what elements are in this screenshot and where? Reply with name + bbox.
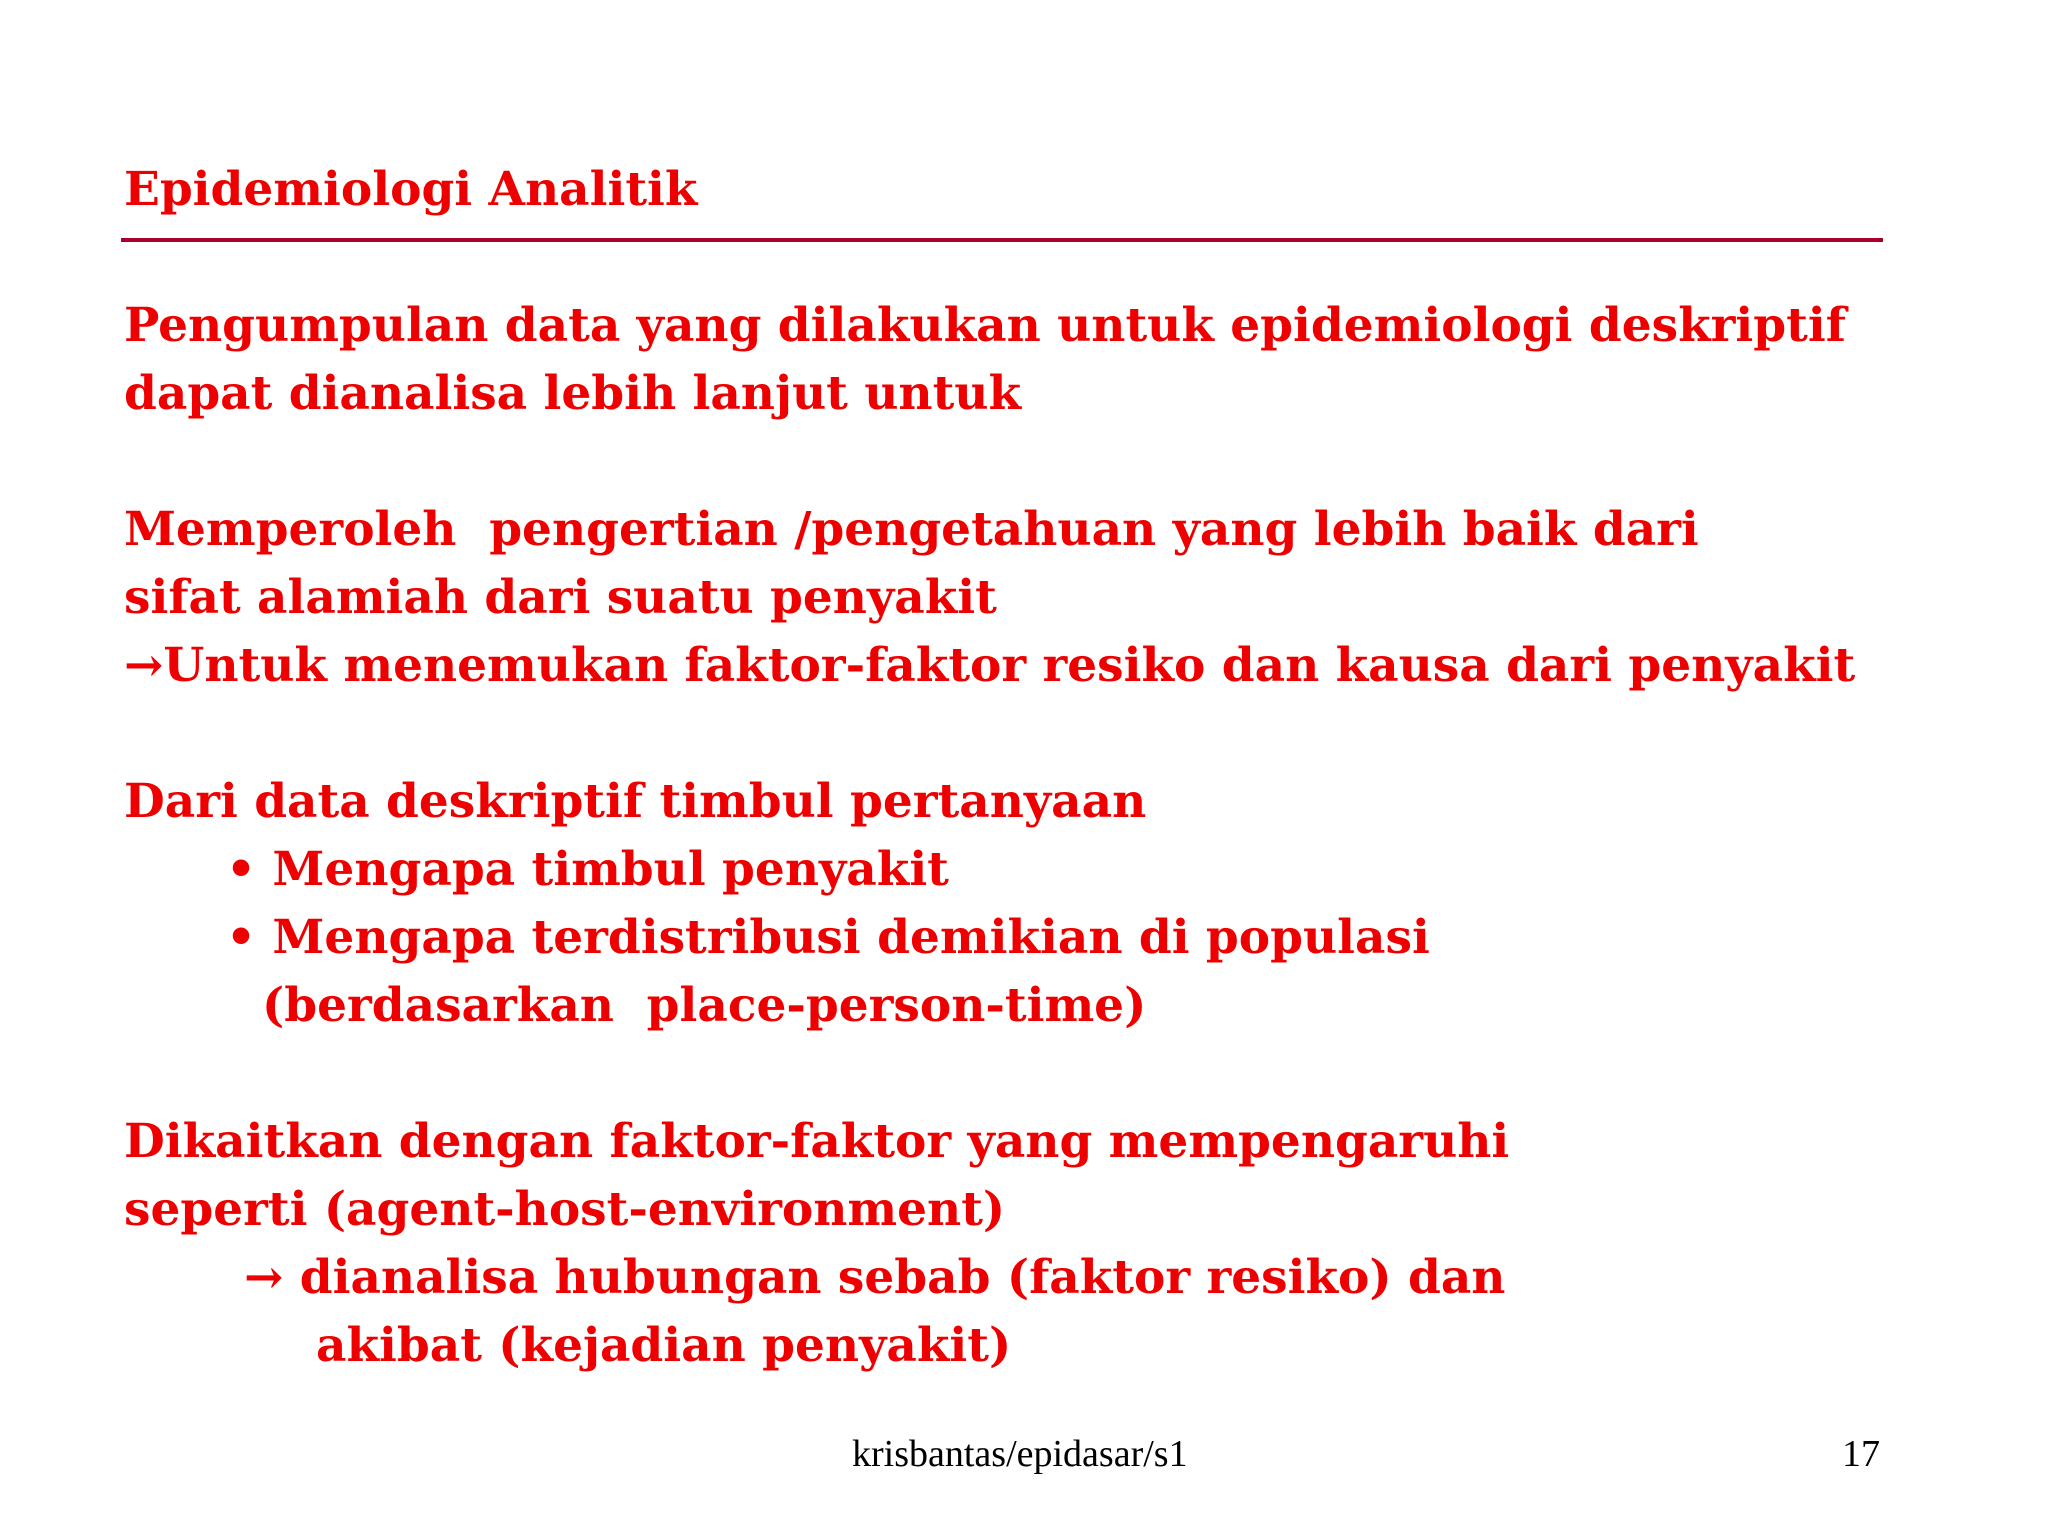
question-heading: Dari data deskriptif timbul pertanyaan [124,774,1147,829]
factors-line-1: Dikaitkan dengan faktor-faktor yang mempengaruhi [124,1114,1510,1169]
analysis-arrow-line: → dianalisa hubungan sebab (faktor resiko) dan [244,1250,1506,1305]
title-divider [121,238,1883,242]
analysis-continuation: akibat (kejadian penyakit) [316,1318,1012,1373]
page-number: 17 [1842,1433,1880,1475]
purpose-line-1: Memperoleh pengertian /pengetahuan yang lebih baik dari [124,502,1699,557]
intro-line-1: Pengumpulan data yang dilakukan untuk epidemiologi deskriptif [124,298,1846,353]
intro-line-2: dapat dianalisa lebih lanjut untuk [124,366,1022,421]
footer-credit: krisbantas/epidasar/s1 [852,1433,1188,1475]
factors-line-2: seperti (agent-host-environment) [124,1182,1006,1237]
slide-title: Epidemiologi Analitik [124,162,698,217]
bullet-item: • Mengapa timbul penyakit [226,842,949,897]
bullet-item: • Mengapa terdistribusi demikian di populasi [226,910,1430,965]
purpose-arrow-line: →Untuk menemukan faktor-faktor resiko dan kausa dari penyakit [124,638,1856,693]
purpose-line-2: sifat alamiah dari suatu penyakit [124,570,997,625]
bullet-continuation: (berdasarkan place-person-time) [262,978,1147,1033]
